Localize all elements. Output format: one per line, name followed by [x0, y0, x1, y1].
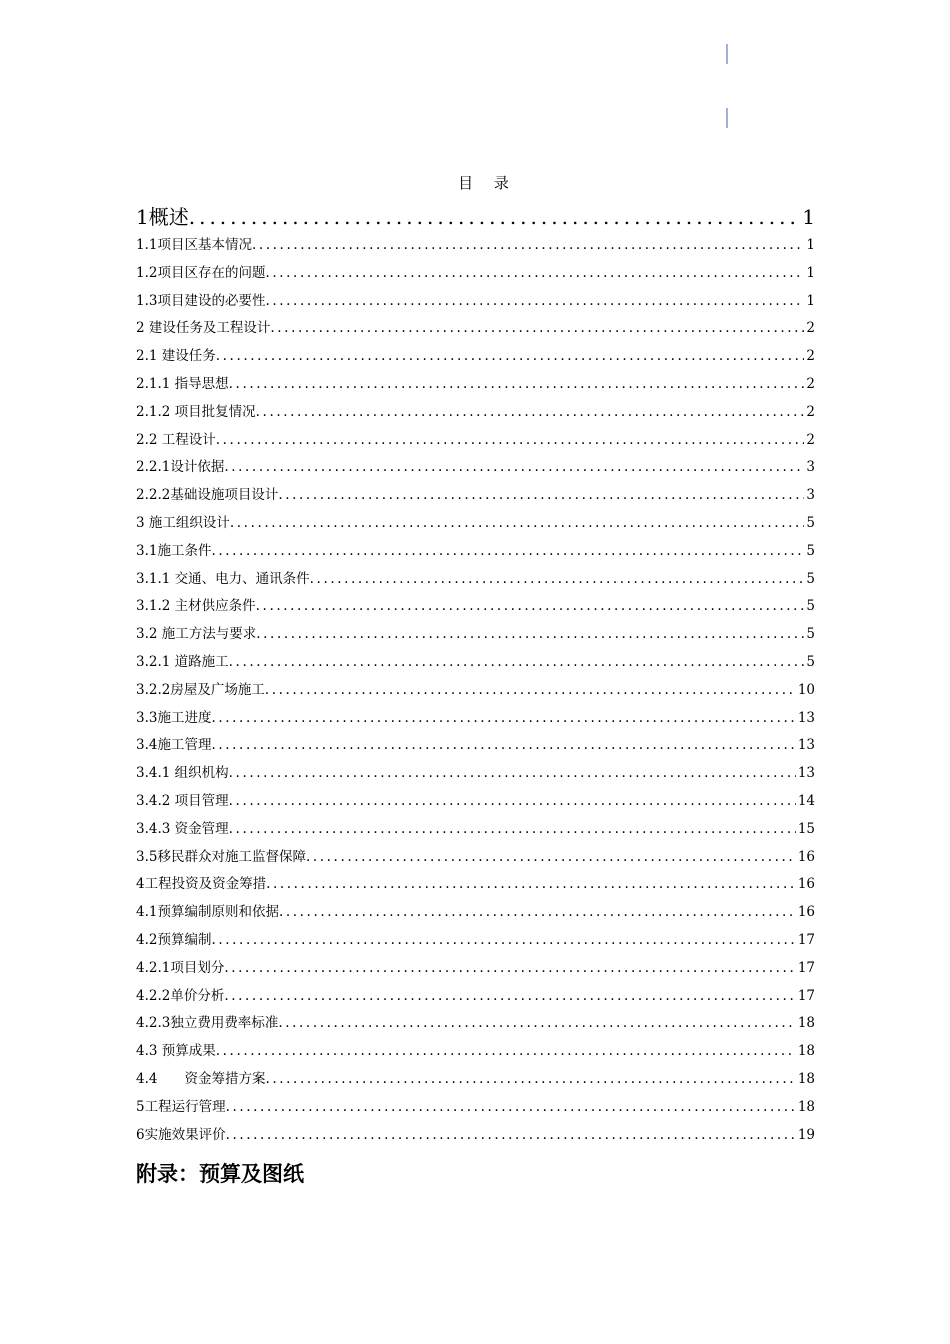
toc-entry[interactable] — [136, 983, 815, 1011]
toc-entry[interactable] — [136, 288, 815, 316]
toc-entry-label: 4.4 资金筹措方案 — [136, 1070, 266, 1087]
toc-entry-label: 3.2.1 道路施工 — [136, 653, 229, 670]
toc-entry-label: 4.2.2单价分析 — [136, 987, 225, 1004]
toc-entry[interactable] — [136, 816, 815, 844]
toc-entry-page-number: 17 — [797, 959, 815, 976]
toc-leader-dots — [256, 399, 805, 427]
toc-leader-dots — [216, 427, 805, 455]
toc-leader-dots — [252, 232, 804, 260]
toc-entry-page-number: 18 — [797, 1043, 815, 1060]
toc-entry-page-number: 18 — [797, 1098, 815, 1115]
toc-entry-label: 5工程运行管理 — [136, 1098, 226, 1115]
toc-entry-label: 3.2 施工方法与要求 — [136, 626, 257, 643]
toc-leader-dots — [306, 844, 796, 872]
toc-leader-dots — [266, 871, 796, 899]
toc-entry-page-number: 5 — [806, 626, 815, 643]
toc-entry-label: 3.4.1 组织机构 — [136, 765, 229, 782]
toc-entry-label: 1.3项目建设的必要性 — [136, 292, 266, 309]
toc-leader-dots — [278, 1010, 795, 1038]
toc-entry[interactable] — [136, 202, 815, 232]
toc-entry[interactable] — [136, 621, 815, 649]
toc-entry-label: 4.1预算编制原则和依据 — [136, 904, 279, 921]
toc-entry-page-number: 1 — [806, 292, 815, 309]
toc-leader-dots — [229, 788, 796, 816]
toc-entry[interactable] — [136, 1066, 815, 1094]
toc-entry-page-number: 2 — [806, 375, 815, 392]
toc-entry-label: 2.1.1 指导思想 — [136, 375, 229, 392]
toc-entry[interactable] — [136, 732, 815, 760]
toc-entry-label: 3.5移民群众对施工监督保障 — [136, 848, 306, 865]
toc-entry-label: 3.4施工管理 — [136, 737, 212, 754]
toc-entry-page-number: 17 — [797, 931, 815, 948]
toc-entry-page-number: 19 — [797, 1126, 815, 1143]
toc-entry[interactable] — [136, 788, 815, 816]
appendix-heading: 附录：预算及图纸 — [136, 1161, 304, 1186]
toc-entry[interactable] — [136, 315, 815, 343]
toc-entry[interactable] — [136, 760, 815, 788]
toc-entry[interactable] — [136, 538, 815, 566]
revision-mark-bottom — [726, 108, 728, 128]
toc-entry-page-number: 1 — [806, 237, 815, 253]
toc-leader-dots — [278, 482, 804, 510]
toc-leader-dots — [224, 983, 795, 1011]
toc-leader-dots — [224, 454, 804, 482]
toc-entry[interactable] — [136, 844, 815, 872]
toc-leader-dots — [211, 538, 804, 566]
toc-leader-dots — [229, 649, 805, 677]
toc-leader-dots — [189, 202, 801, 232]
toc-leader-dots — [265, 677, 796, 705]
toc-leader-dots — [211, 732, 795, 760]
toc-entry[interactable] — [136, 871, 815, 899]
toc-leader-dots — [265, 260, 804, 288]
toc-entry[interactable] — [136, 927, 815, 955]
toc-entry-page-number: 5 — [806, 542, 815, 559]
toc-entry[interactable] — [136, 1038, 815, 1066]
toc-entry-label: 3.3施工进度 — [136, 709, 212, 726]
toc-entry-page-number: 1 — [802, 205, 815, 229]
toc-entry[interactable] — [136, 1094, 815, 1122]
toc-entry[interactable] — [136, 482, 815, 510]
toc-entry-label: 3 施工组织设计 — [136, 514, 230, 531]
toc-entry-label: 1.2项目区存在的问题 — [136, 264, 266, 281]
toc-entry-label: 6实施效果评价 — [136, 1126, 226, 1143]
toc-entry-label: 3.2.2房屋及广场施工 — [136, 681, 265, 698]
toc-entry-label: 3.1.1 交通、电力、通讯条件 — [136, 570, 310, 587]
toc-leader-dots — [211, 927, 795, 955]
toc-leader-dots — [230, 510, 805, 538]
toc-leader-dots — [226, 1122, 796, 1150]
toc-leader-dots — [229, 816, 796, 844]
toc-entry[interactable] — [136, 371, 815, 399]
toc-leader-dots — [216, 1038, 796, 1066]
toc-entry[interactable] — [136, 232, 815, 260]
toc-entry-page-number: 5 — [806, 653, 815, 670]
toc-entry-label: 4工程投资及资金筹措 — [136, 876, 267, 893]
toc-leader-dots — [226, 1094, 796, 1122]
toc-entry-label: 1.1项目区基本情况 — [136, 237, 252, 253]
toc-entry-label: 2 建设任务及工程设计 — [136, 320, 271, 337]
toc-entry-label: 4.2.3独立费用费率标准 — [136, 1015, 279, 1032]
toc-entry-label: 4.2.1项目划分 — [136, 959, 225, 976]
toc-leader-dots — [229, 371, 805, 399]
toc-entry-page-number: 3 — [806, 487, 815, 504]
toc-entry-page-number: 14 — [797, 792, 815, 809]
toc-entry[interactable] — [136, 593, 815, 621]
toc-entry-page-number: 2 — [806, 348, 815, 365]
toc-entry-page-number: 1 — [806, 264, 815, 281]
toc-entry[interactable] — [136, 454, 815, 482]
toc-entry-page-number: 3 — [806, 459, 815, 476]
toc-entry[interactable] — [136, 955, 815, 983]
toc-entry-page-number: 5 — [806, 598, 815, 615]
toc-entry-page-number: 5 — [806, 514, 815, 531]
toc-entry[interactable] — [136, 1122, 815, 1150]
toc-entry-label: 3.4.3 资金管理 — [136, 820, 229, 837]
toc-entry-label: 3.1施工条件 — [136, 542, 212, 559]
toc-entry-page-number: 16 — [797, 904, 815, 921]
toc-entry-label: 2.2 工程设计 — [136, 431, 216, 448]
toc-entry[interactable] — [136, 427, 815, 455]
toc-leader-dots — [265, 288, 804, 316]
toc-entry-page-number: 2 — [806, 320, 815, 337]
toc-entry-page-number: 18 — [797, 1015, 815, 1032]
toc-entry[interactable] — [136, 705, 815, 733]
toc-leader-dots — [256, 593, 805, 621]
toc-entry-label: 3.1.2 主材供应条件 — [136, 598, 256, 615]
toc-leader-dots — [216, 343, 805, 371]
toc-leader-dots — [270, 315, 804, 343]
toc-entry[interactable] — [136, 260, 815, 288]
toc-entry[interactable] — [136, 899, 815, 927]
toc-leader-dots — [265, 1066, 795, 1094]
toc-entry-page-number: 13 — [797, 765, 815, 782]
toc-title: 目 录 — [458, 174, 517, 192]
toc-entry-label: 2.2.1设计依据 — [136, 459, 225, 476]
toc-entry-label: 4.3 预算成果 — [136, 1043, 216, 1060]
toc-entry-page-number: 13 — [797, 737, 815, 754]
toc-entry-page-number: 17 — [797, 987, 815, 1004]
toc-leader-dots — [256, 621, 804, 649]
toc-leader-dots — [229, 760, 796, 788]
toc-entry[interactable] — [136, 343, 815, 371]
toc-entry-page-number: 10 — [797, 681, 815, 698]
toc-entry-page-number: 18 — [797, 1070, 815, 1087]
toc-leader-dots — [279, 899, 796, 927]
toc-entry-page-number: 15 — [797, 820, 815, 837]
toc-entry-page-number: 2 — [806, 403, 815, 420]
toc-entry-label: 2.1.2 项目批复情况 — [136, 403, 256, 420]
toc-leader-dots — [224, 955, 795, 983]
toc-entry-label: 2.1 建设任务 — [136, 348, 216, 365]
toc-entry[interactable] — [136, 510, 815, 538]
toc-entry-label: 2.2.2基础设施项目设计 — [136, 487, 279, 504]
toc-entry-label: 1概述 — [136, 205, 189, 229]
toc-entry[interactable] — [136, 1010, 815, 1038]
toc-leader-dots — [211, 705, 795, 733]
toc-entry-page-number: 16 — [797, 876, 815, 893]
toc-entry-page-number: 13 — [797, 709, 815, 726]
toc-entry-label: 4.2预算编制 — [136, 931, 212, 948]
toc-entry-page-number: 16 — [797, 848, 815, 865]
toc-entry[interactable] — [136, 399, 815, 427]
toc-leader-dots — [310, 566, 805, 594]
toc-entry-label: 3.4.2 项目管理 — [136, 792, 229, 809]
toc-entry-page-number: 5 — [806, 570, 815, 587]
toc-entry[interactable] — [136, 677, 815, 705]
toc-entry[interactable] — [136, 566, 815, 594]
table-of-contents — [136, 202, 815, 1149]
toc-entry[interactable] — [136, 649, 815, 677]
toc-entry-page-number: 2 — [806, 431, 815, 448]
revision-mark-top — [726, 44, 728, 64]
